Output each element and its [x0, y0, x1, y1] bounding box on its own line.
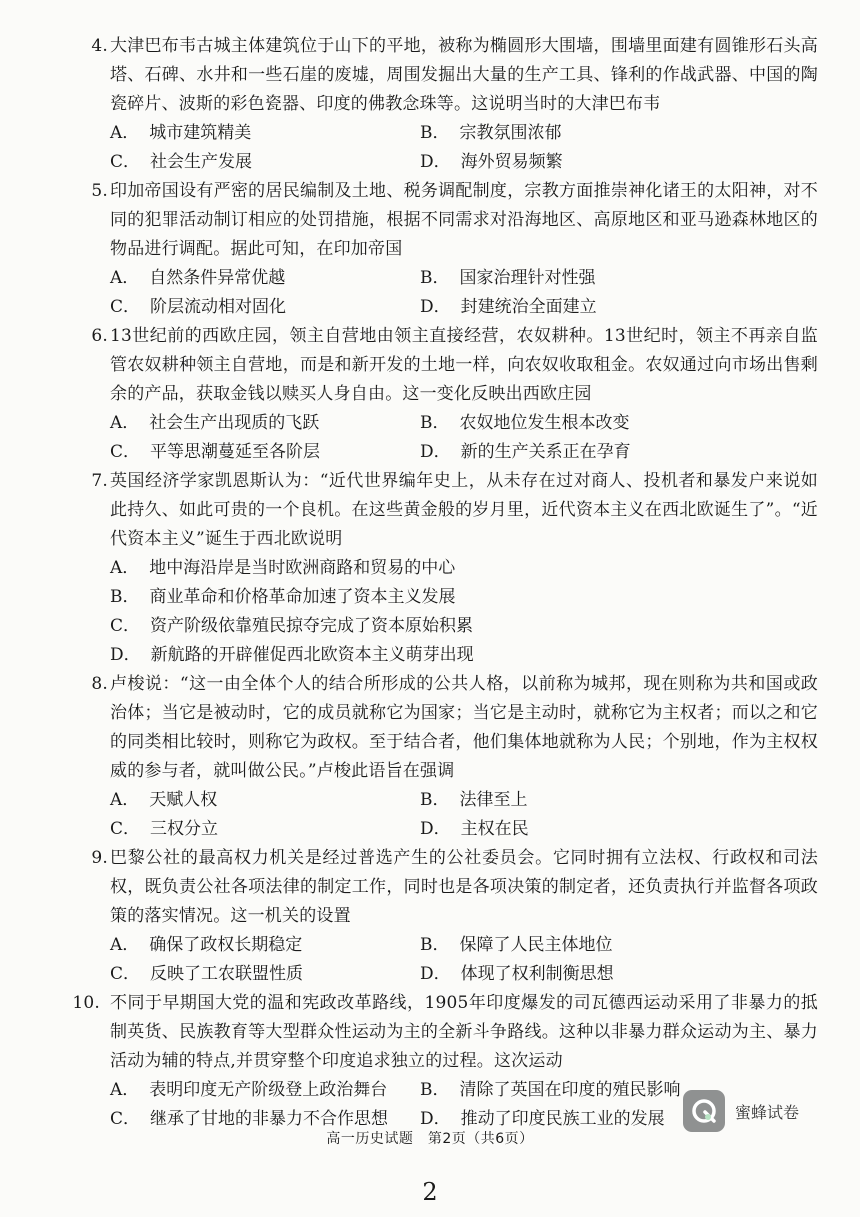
option-text: 推动了印度民族工业的发展 [460, 1109, 665, 1129]
question-8 [78, 670, 818, 844]
option-text: 体现了权利制衡思想 [460, 964, 614, 984]
option-b [420, 409, 820, 438]
option-letter: A． [110, 935, 140, 955]
option-a [110, 119, 420, 148]
option-letter: D． [420, 1109, 451, 1129]
option-list [78, 554, 818, 670]
option-text: 天赋人权 [149, 790, 218, 810]
option-text: 新航路的开辟催促西北欧资本主义萌芽出现 [150, 645, 474, 665]
option-letter: C． [110, 819, 141, 839]
question-5 [78, 177, 818, 322]
option-d [420, 438, 820, 467]
option-text: 农奴地位发生根本改变 [459, 413, 630, 433]
question-stem: 13世纪前的西欧庄园，领主自营地由领主直接经营，农奴耕种。13世纪时，领主不再亲自监管农奴耕种领主自营地，而是和新开发的土地一样，向农奴收取租金。农奴通过向市场出售剩余的产品，获取金钱以赎买人身自由。这一变化反映出西欧庄园 [110, 326, 818, 404]
option-letter: C． [110, 616, 141, 636]
option-letter: A． [110, 123, 140, 143]
question-stem: 不同于早期国大党的温和宪政改革路线，1905年印度爆发的司瓦德西运动采用了非暴力的抵制英货、民族教育等大型群众性运动为主的全新斗争路线。这种以非暴力群众运动为主、暴力活动为辅的特点,并贯穿整个印度追求独立的过程。这次运动 [110, 993, 818, 1071]
question-list [72, 32, 818, 1134]
option-letter: A． [110, 558, 140, 578]
page-footer-title: 高一历史试题 第2页（共6页） [326, 1131, 534, 1147]
option-a [110, 554, 818, 583]
option-grid [78, 931, 818, 989]
option-text: 城市建筑精美 [149, 123, 252, 143]
option-text: 平等思潮蔓延至各阶层 [150, 442, 321, 462]
option-c [110, 293, 420, 322]
option-text: 阶层流动相对固化 [150, 297, 287, 317]
option-text: 法律至上 [459, 790, 528, 810]
question-9 [78, 844, 818, 989]
option-letter: C． [110, 442, 141, 462]
question-stem-row [78, 32, 818, 119]
question-number: 10. [72, 993, 100, 1013]
option-letter: B． [420, 935, 450, 955]
option-text: 宗教氛围浓郁 [459, 123, 562, 143]
question-number: 7. [91, 471, 108, 491]
question-number: 9. [91, 848, 108, 868]
option-b [420, 264, 820, 293]
question-number: 5. [91, 181, 108, 201]
option-d [420, 960, 820, 989]
option-text: 社会生产出现质的飞跃 [149, 413, 320, 433]
option-text: 资产阶级依靠殖民掠夺完成了资本原始积累 [150, 616, 474, 636]
option-grid [78, 786, 818, 844]
page-number: 2 [422, 1178, 438, 1206]
option-a [110, 786, 420, 815]
option-c [110, 148, 420, 177]
option-text: 保障了人民主体地位 [459, 935, 613, 955]
option-text: 确保了政权长期稳定 [149, 935, 303, 955]
option-c [110, 960, 420, 989]
option-letter: C． [110, 964, 141, 984]
option-a [110, 264, 420, 293]
option-letter: B． [420, 790, 450, 810]
option-letter: A． [110, 413, 140, 433]
option-text: 国家治理针对性强 [459, 268, 596, 288]
option-text: 社会生产发展 [150, 152, 253, 172]
option-letter: B． [420, 123, 450, 143]
option-letter: B． [420, 1080, 450, 1100]
option-grid [78, 119, 818, 177]
option-d [420, 148, 820, 177]
option-letter: B． [420, 268, 450, 288]
question-stem-row [72, 989, 818, 1076]
option-a [110, 409, 420, 438]
question-stem: 大津巴布韦古城主体建筑位于山下的平地，被称为椭圆形大围墙，围墙里面建有圆锥形石头高塔、石碑、水井和一些石崖的废墟，周围发掘出大量的生产工具、锋利的作战武器、中国的陶瓷碎片、波斯的彩色瓷器、印度的佛教念珠等。这说明当时的大津巴布韦 [110, 36, 818, 114]
question-stem: 卢梭说：“这一由全体个人的结合所形成的公共人格，以前称为城邦，现在则称为共和国或政治体；当它是被动时，它的成员就称它为国家；当它是主动时，就称它为主权者；而以之和它的同类相比较时，则称它为政权。至于结合者，他们集体地就称为人民；个别地，作为主权权威的参与者，就叫做公民。”卢梭此语旨在强调 [110, 674, 818, 781]
option-c [110, 815, 420, 844]
question-stem-row [78, 670, 818, 786]
option-b [420, 786, 820, 815]
option-text: 自然条件异常优越 [149, 268, 286, 288]
question-stem-row [78, 844, 818, 931]
option-letter: D． [420, 819, 451, 839]
question-6 [78, 322, 818, 467]
option-letter: D． [420, 152, 451, 172]
option-letter: D． [420, 442, 451, 462]
question-stem: 印加帝国设有严密的居民编制及土地、税务调配制度，宗教方面推崇神化诸王的太阳神，对不同的犯罪活动制订相应的处罚措施，根据不同需求对沿海地区、高原地区和亚马逊森林地区的物品进行调配。据此可知，在印加帝国 [110, 181, 818, 259]
option-c [110, 612, 818, 641]
option-text: 地中海沿岸是当时欧洲商路和贸易的中心 [149, 558, 456, 578]
question-7 [78, 467, 818, 670]
option-grid [78, 409, 818, 467]
option-d [420, 815, 820, 844]
option-a [110, 1076, 420, 1105]
watermark-text: 蜜蜂试卷 [735, 1102, 800, 1122]
option-text: 封建统治全面建立 [460, 297, 597, 317]
question-number: 8. [91, 674, 108, 694]
option-letter: D． [420, 297, 451, 317]
option-text: 新的生产关系正在孕育 [460, 442, 631, 462]
option-c [110, 438, 420, 467]
option-text: 表明印度无产阶级登上政治舞台 [149, 1080, 388, 1100]
option-letter: C． [110, 297, 141, 317]
option-letter: C． [110, 152, 141, 172]
option-text: 三权分立 [150, 819, 219, 839]
option-text: 清除了英国在印度的殖民影响 [459, 1080, 681, 1100]
option-text: 商业革命和价格革命加速了资本主义发展 [149, 587, 456, 607]
option-b [420, 931, 820, 960]
option-text: 海外贸易频繁 [460, 152, 563, 172]
question-stem-row [78, 177, 818, 264]
option-letter: D． [420, 964, 451, 984]
question-number: 6. [91, 326, 108, 346]
option-d [110, 641, 818, 670]
option-letter: A． [110, 1080, 140, 1100]
option-text: 反映了工农联盟性质 [150, 964, 304, 984]
option-b [110, 583, 818, 612]
question-4 [78, 32, 818, 177]
option-text: 主权在民 [460, 819, 529, 839]
option-a [110, 931, 420, 960]
option-letter: C． [110, 1109, 141, 1129]
watermark [683, 1090, 799, 1132]
bee-logo-icon [683, 1090, 725, 1132]
question-number: 4. [91, 36, 108, 56]
question-stem: 英国经济学家凯恩斯认为：“近代世界编年史上，从未存在过对商人、投机者和暴发户来说如此持久、如此可贵的一个良机。在这些黄金般的岁月里，近代资本主义在西北欧诞生了”。“近代资本主义”诞生于西北欧说明 [110, 471, 818, 549]
question-stem-row [78, 322, 818, 409]
option-text: 继承了甘地的非暴力不合作思想 [150, 1109, 389, 1129]
option-b [420, 119, 820, 148]
option-letter: A． [110, 268, 140, 288]
option-letter: D． [110, 645, 141, 665]
question-stem-row [78, 467, 818, 554]
option-letter: A． [110, 790, 140, 810]
option-letter: B． [420, 413, 450, 433]
option-grid [78, 264, 818, 322]
option-d [420, 293, 820, 322]
option-letter: B． [110, 587, 140, 607]
question-stem: 巴黎公社的最高权力机关是经过普选产生的公社委员会。它同时拥有立法权、行政权和司法权，既负责公社各项法律的制定工作，同时也是各项决策的制定者，还负责执行并监督各项政策的落实情况。这一机关的设置 [110, 848, 818, 926]
